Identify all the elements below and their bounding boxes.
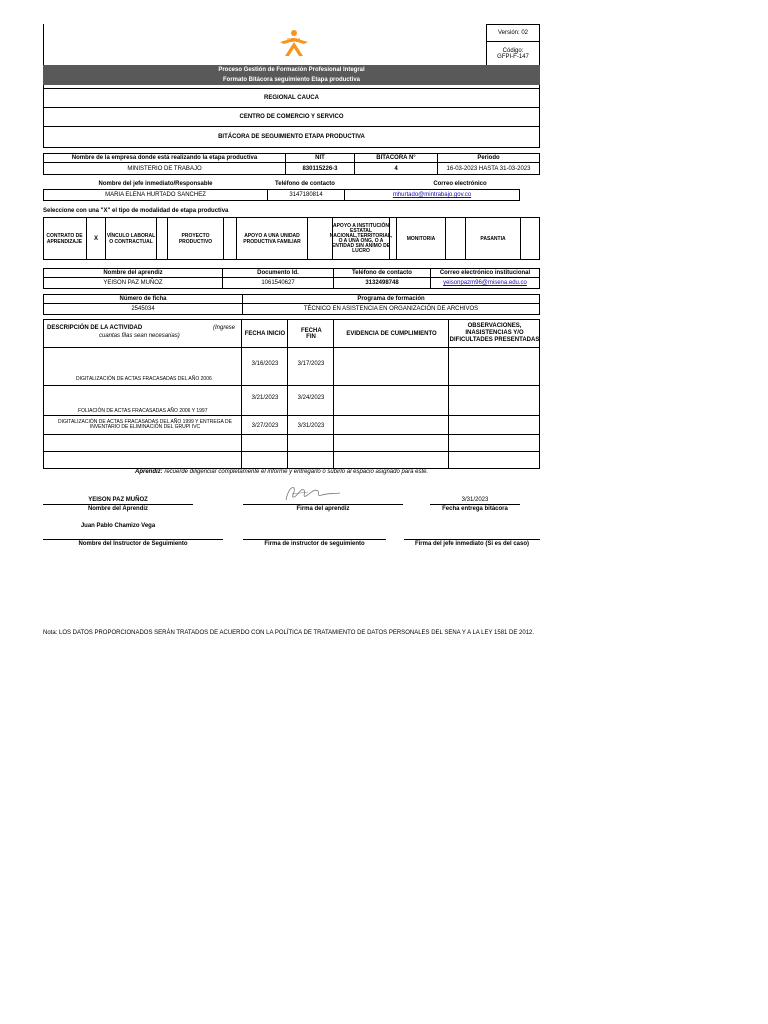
activity-start-value: 3/16/2023 bbox=[251, 361, 279, 367]
apprentice-name-label: Nombre del aprendiz bbox=[103, 270, 163, 276]
modality-employment-label: VÍNCULO LABORAL O CONTRACTUAL bbox=[106, 232, 156, 245]
apprentice-phone-label: Teléfono de contacto bbox=[352, 270, 412, 276]
activity-evidence-cell[interactable] bbox=[333, 435, 449, 469]
boss-name-value: MARIA ELENA HURTADO SANCHEZ bbox=[105, 192, 206, 198]
activity-evidence-header bbox=[333, 319, 449, 348]
modality-contract-label: CONTRATO DE APRENDIZAJE bbox=[46, 232, 83, 245]
ficha-label: Número de ficha bbox=[119, 296, 167, 302]
log-title: BITÁCORA DE SEGUIMIENTO ETAPA PRODUCTIVA bbox=[218, 134, 365, 140]
apprentice-name-value: YEISON PAZ MUÑOZ bbox=[103, 280, 163, 286]
apprentice-signature-label: Firma del aprendiz bbox=[296, 506, 350, 512]
boss-phone-label: Teléfono de contacto bbox=[275, 181, 335, 187]
center-name: CENTRO DE COMERCIO Y SERVICO bbox=[239, 114, 344, 120]
activity-end-header bbox=[287, 319, 334, 348]
activity-desc-label: DESCRIPCIÓN DE LA ACTIVIDAD bbox=[47, 325, 143, 331]
modality-option-project bbox=[168, 217, 223, 260]
boss-email-cell[interactable] bbox=[344, 189, 520, 201]
modality-option-family-unit bbox=[237, 217, 307, 260]
instructor-signature-line bbox=[243, 539, 386, 548]
log-title-cell bbox=[43, 126, 540, 148]
boss-signature-line bbox=[404, 539, 540, 548]
modality-family-unit-label: APOYO A UNA UNIDAD PRODUCTIVA FAMILIAR bbox=[243, 232, 301, 245]
apprentice-name-line bbox=[43, 504, 193, 513]
boss-email-link[interactable]: mhurtado@mintrabajo.gov.co bbox=[392, 192, 472, 198]
company-name-value: MINISTERIO DE TRABAJO bbox=[127, 165, 202, 172]
code-value: GFPI-F-147 bbox=[497, 53, 529, 60]
delivery-date bbox=[430, 495, 520, 504]
activity-start-label: FECHA INICIO bbox=[244, 330, 286, 337]
delivery-date-value: 3/31/2023 bbox=[461, 496, 489, 503]
apprentice-signature-image bbox=[278, 482, 348, 504]
activity-obs-cell[interactable] bbox=[448, 386, 540, 416]
boss-email-header bbox=[380, 179, 540, 189]
boss-name-label: Nombre del jefe inmediato/Responsable bbox=[98, 181, 213, 187]
apprentice-signature-name bbox=[43, 495, 193, 504]
activity-end-value: 3/31/2023 bbox=[297, 422, 325, 429]
modality-internship-mark-cell[interactable] bbox=[520, 217, 540, 260]
instructor-name-label: Nombre del Instructor de Seguimiento bbox=[78, 541, 188, 547]
activity-end-cell[interactable] bbox=[287, 386, 334, 416]
code-box bbox=[486, 41, 540, 66]
modality-option-internship bbox=[466, 217, 520, 260]
activity-obs-cell[interactable] bbox=[448, 416, 540, 435]
version-box bbox=[486, 24, 540, 42]
modality-institution-label: APOYO A INSTITUCIÓN ESTATAL NACIONAL,TERRITORIAL, O A UNA ONG, O A ENTIDAD SIN ANIMO DE LUCRO bbox=[329, 222, 393, 254]
code-label: Código: bbox=[502, 47, 524, 54]
apprentice-name-cell[interactable] bbox=[43, 277, 223, 289]
activity-evidence-cell[interactable] bbox=[333, 386, 449, 416]
center-cell bbox=[43, 107, 540, 127]
sena-logo bbox=[274, 28, 314, 60]
activity-desc-cell[interactable]: DIGITALIZACIÓN DE ACTAS FRACASADAS DEL AÑO 2006 bbox=[76, 376, 212, 382]
modality-option-employment bbox=[106, 217, 156, 260]
activity-evidence-cell[interactable] bbox=[333, 416, 449, 435]
activity-desc-hint: (Ingrese bbox=[213, 325, 236, 331]
activity-start-cell[interactable] bbox=[241, 435, 288, 469]
activity-end-value: 3/24/2023 bbox=[297, 395, 325, 401]
modality-monitoring-label: MONITORIA bbox=[406, 235, 436, 242]
activity-start-value: 3/21/2023 bbox=[251, 395, 279, 401]
activity-start-value: 3/27/2023 bbox=[251, 422, 279, 429]
period-value: 16-03-2023 HASTA 31-03-2023 bbox=[446, 165, 531, 172]
activity-obs-cell[interactable] bbox=[448, 435, 540, 469]
apprentice-signature-line bbox=[243, 504, 403, 513]
regional-cell bbox=[43, 88, 540, 108]
activity-desc-header bbox=[47, 325, 237, 347]
bitacora-label: BITACORA N° bbox=[376, 155, 416, 161]
format-banner bbox=[43, 75, 540, 85]
activity-start-header bbox=[241, 319, 288, 348]
company-name-label: Nombre de la empresa donde está realizando la etapa productiva bbox=[71, 155, 258, 161]
sena-logo-text: SENA bbox=[287, 38, 301, 44]
nit-cell[interactable] bbox=[285, 162, 355, 175]
apprentice-note-text: recuerde diligenciar completamente el informe y entregarlo o subirlo al espacio asignado para este. bbox=[162, 469, 429, 475]
company-name-cell[interactable] bbox=[43, 162, 286, 175]
activity-end-label: FECHA FIN bbox=[301, 327, 322, 340]
apprentice-signature-name-value: YEISON PAZ MUÑOZ bbox=[88, 496, 148, 503]
modality-contract-mark-cell[interactable] bbox=[86, 217, 106, 260]
bitacora-cell[interactable] bbox=[354, 162, 438, 175]
activity-desc-hint-2: cuantas filas sean necesarias) bbox=[99, 333, 180, 339]
apprentice-note bbox=[135, 469, 535, 475]
data-policy-note: Nota: LOS DATOS PROPORCIONADOS SERÁN TRATADOS DE ACUERDO CON LA POLÍTICA DE TRATAMIENTO DE DATOS PERSONALES DEL SENA Y A LA LEY 1581 DE 2012. bbox=[43, 630, 535, 636]
modality-internship-label: PASANTIA bbox=[480, 235, 506, 242]
boss-phone-cell[interactable] bbox=[267, 189, 345, 201]
apprentice-doc-label: Documento Id. bbox=[257, 270, 299, 276]
activity-start-cell[interactable] bbox=[241, 348, 288, 386]
modality-institution-mark-cell[interactable] bbox=[389, 217, 397, 260]
activity-obs-header bbox=[448, 319, 540, 348]
modality-option-institution bbox=[329, 217, 393, 260]
period-cell[interactable] bbox=[437, 162, 540, 175]
apprentice-email-cell[interactable] bbox=[430, 277, 540, 289]
activity-end-value: 3/17/2023 bbox=[297, 361, 325, 367]
modality-contract-mark: X bbox=[93, 235, 98, 242]
activity-obs-label: OBSERVACIONES, INASISTENCIAS Y/O DIFICULTADES PRESENTADAS bbox=[449, 323, 540, 343]
activity-end-cell[interactable] bbox=[287, 435, 334, 469]
boss-name-header bbox=[43, 179, 268, 189]
apprentice-doc-cell[interactable] bbox=[222, 277, 334, 289]
apprentice-note-label: Aprendiz: bbox=[135, 469, 163, 475]
modality-title: Seleccione con una "X" el tipo de modalidad de etapa productiva bbox=[43, 208, 229, 214]
modality-project-mark-cell[interactable] bbox=[223, 217, 237, 260]
apprentice-email-label: Correo electrónico institucional bbox=[439, 270, 531, 276]
modality-project-label: PROYECTO PRODUCTIVO bbox=[178, 232, 213, 245]
modality-option-contract bbox=[43, 217, 86, 260]
apprentice-name-line-label: Nombre del Aprendiz bbox=[87, 506, 149, 512]
activity-start-cell[interactable] bbox=[241, 386, 288, 416]
instructor-signature-label: Firma de instructor de seguimiento bbox=[264, 541, 365, 547]
process-banner bbox=[43, 65, 540, 75]
version-label: Versión: 02 bbox=[497, 30, 529, 36]
instructor-name-value: Juan Pablo Chamizo Vega bbox=[80, 522, 156, 529]
instructor-name bbox=[43, 521, 193, 530]
boss-name-cell[interactable] bbox=[43, 189, 268, 201]
delivery-date-line bbox=[430, 504, 520, 513]
activity-desc-cell[interactable]: FOLIACIÓN DE ACTAS FRACASADAS AÑO 2006 Y 1997 bbox=[78, 408, 208, 414]
modality-monitoring-mark-cell[interactable] bbox=[445, 217, 466, 260]
nit-label: NIT bbox=[315, 155, 325, 161]
boss-phone-value: 3147180814 bbox=[289, 192, 323, 198]
boss-phone-header bbox=[240, 179, 370, 189]
activity-desc-cell[interactable]: DIGITALIZACIÓN DE ACTAS FRACASADAS DEL AÑO 1999 Y ENTREGA DE INVENTARIO DE ELIMINACIÓN DEL GRUPI IVC bbox=[58, 419, 232, 430]
format-title: Formato Bitácora seguimiento Etapa productiva bbox=[222, 77, 361, 83]
modality-option-monitoring bbox=[397, 217, 445, 260]
ficha-value: 2545034 bbox=[131, 306, 155, 312]
ficha-cell[interactable] bbox=[43, 303, 243, 315]
program-label: Programa de formación bbox=[357, 296, 425, 302]
apprentice-phone-value: 3132498748 bbox=[365, 280, 399, 286]
activity-start-cell[interactable] bbox=[241, 416, 288, 435]
regional-name: REGIONAL CAUCA bbox=[264, 95, 319, 101]
apprentice-phone-cell[interactable] bbox=[333, 277, 431, 289]
instructor-name-line bbox=[43, 539, 223, 548]
program-cell[interactable] bbox=[242, 303, 540, 315]
boss-signature-label: Firma del jefe inmediato (Si es del caso) bbox=[414, 541, 530, 547]
bitacora-value: 4 bbox=[394, 165, 398, 172]
activity-end-cell[interactable] bbox=[287, 416, 334, 435]
period-label: Periodo bbox=[477, 155, 500, 161]
program-value: TÉCNICO EN ASISTENCIA EN ORGANIZACIÓN DE ARCHIVOS bbox=[303, 306, 479, 312]
activity-evidence-cell[interactable] bbox=[333, 348, 449, 386]
activity-end-cell[interactable] bbox=[287, 348, 334, 386]
boss-email-label: Correo electrónico bbox=[433, 181, 487, 187]
apprentice-email-link[interactable]: yeisonpazm96@misena.edu.co bbox=[443, 280, 527, 286]
modality-employment-mark-cell[interactable] bbox=[156, 217, 168, 260]
apprentice-doc-value: 1061540627 bbox=[261, 280, 295, 286]
process-title: Proceso Gestión de Formación Profesional Integral bbox=[218, 67, 365, 73]
nit-value: 830115226-3 bbox=[302, 165, 338, 172]
delivery-date-label: Fecha entrega bitácora bbox=[442, 506, 508, 512]
activity-obs-cell[interactable] bbox=[448, 348, 540, 386]
activity-evidence-label: EVIDENCIA DE CUMPLIMIENTO bbox=[346, 330, 437, 337]
